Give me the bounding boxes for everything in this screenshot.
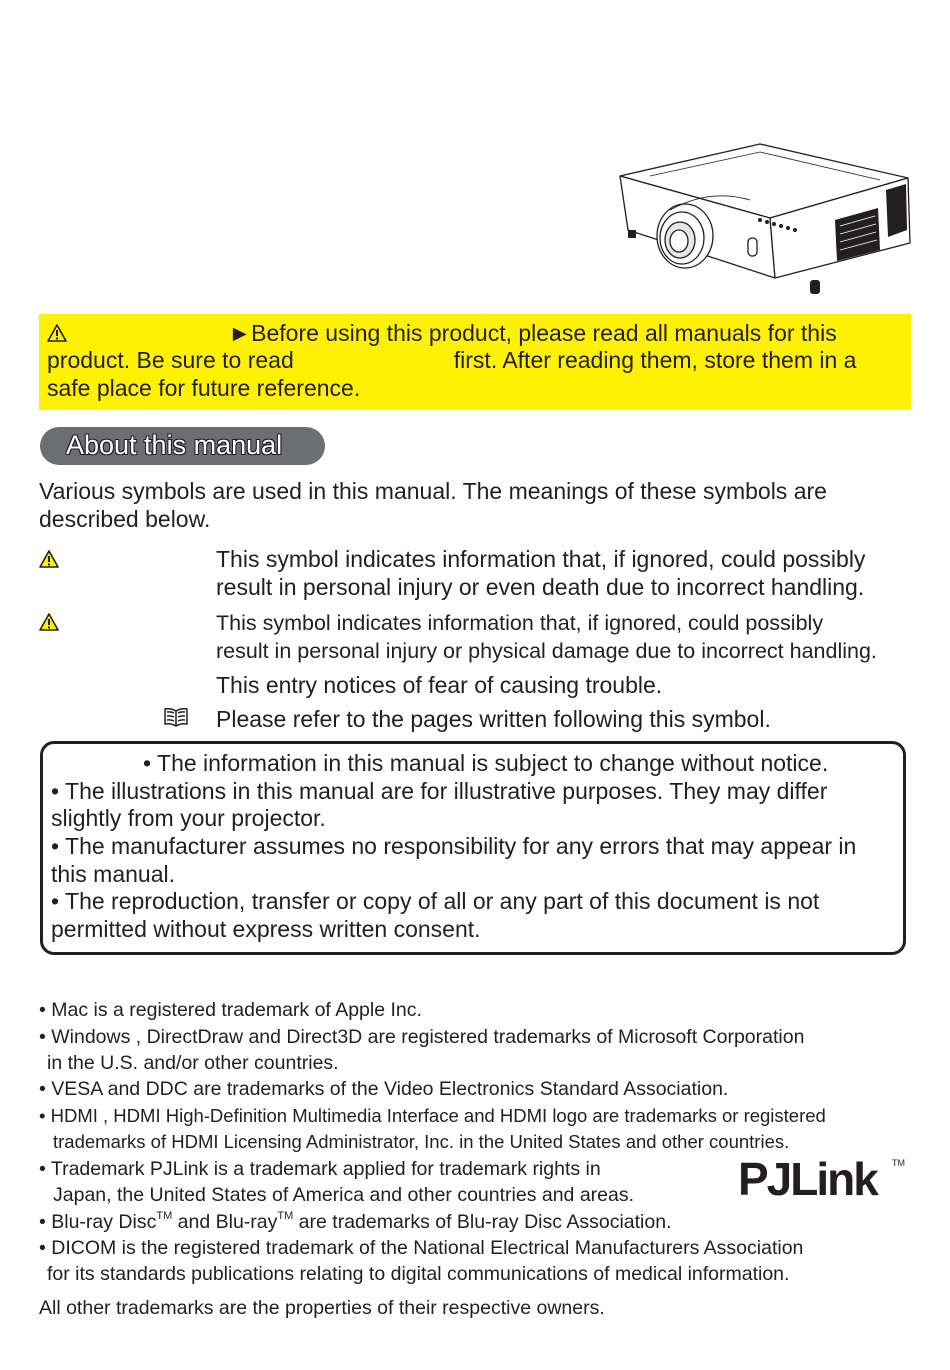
- note-line-3: slightly from your projector.: [51, 805, 326, 831]
- trademark-windows-1: • Windows , DirectDraw and Direct3D are registered trademarks of Microsoft Corporation: [39, 1026, 805, 1048]
- section-heading: [40, 427, 325, 465]
- trademark-dicom-1: • DICOM is the registered trademark of the National Electrical Manufacturers Association: [39, 1237, 804, 1259]
- warning-description-2: result in personal injury or even death due to incorrect handling.: [216, 574, 865, 600]
- trademark-hdmi-2: trademarks of HDMI Licensing Administrator, Inc. in the United States and other countries.: [53, 1131, 790, 1152]
- warning-line-2: product. Be sure to read first. After reading them, store them in a: [47, 347, 857, 373]
- reference-description: Please refer to the pages written following this symbol.: [216, 706, 771, 732]
- note-line-6: • The reproduction, transfer or copy of all or any part of this document is not: [51, 888, 820, 914]
- warning-banner: [39, 314, 911, 410]
- trademark-windows-2: in the U.S. and/or other countries.: [47, 1052, 339, 1074]
- warning-triangle-icon: [47, 324, 67, 342]
- notes-box: [40, 741, 906, 955]
- note-line-1: • The information in this manual is subject to change without notice.: [143, 750, 829, 776]
- warning-description-1: This symbol indicates information that, if ignored, could possibly: [216, 546, 866, 572]
- trademark-vesa: • VESA and DDC are trademarks of the Video Electronics Standard Association.: [39, 1078, 729, 1100]
- trademark-dicom-2: for its standards publications relating to digital communications of medical information.: [47, 1263, 790, 1285]
- caution-triangle-icon: [39, 613, 59, 631]
- intro-line-1: Various symbols are used in this manual. The meanings of these symbols are: [39, 478, 827, 504]
- trademark-pjlink-1: • Trademark PJLink is a trademark applied for trademark rights in: [39, 1158, 601, 1180]
- trademark-hdmi-1: • HDMI , HDMI High-Definition Multimedia Interface and HDMI logo are trademarks or registered: [39, 1105, 826, 1126]
- note-line-2: • The illustrations in this manual are for illustrative purposes. They may differ: [51, 778, 828, 804]
- intro-line-2: described below.: [39, 506, 211, 532]
- caution-description-2: result in personal injury or physical damage due to incorrect handling.: [216, 639, 877, 663]
- warning-triangle-icon: [39, 550, 59, 568]
- projector-illustration: [610, 138, 915, 303]
- pjlink-logo: PJLink TM: [738, 1153, 905, 1205]
- note-line-5: this manual.: [51, 861, 176, 887]
- caution-description-1: This symbol indicates information that, if ignored, could possibly: [216, 611, 824, 635]
- trademark-mac: • Mac is a registered trademark of Apple Inc.: [39, 999, 422, 1021]
- warning-line-1: ►Before using this product, please read all manuals for this: [47, 320, 837, 347]
- open-book-icon: [163, 707, 189, 727]
- trademark-others: All other trademarks are the properties of their respective owners.: [39, 1297, 605, 1319]
- note-line-4: • The manufacturer assumes no responsibility for any errors that may appear in: [51, 833, 857, 859]
- trademark-pjlink-2: Japan, the United States of America and other countries and areas.: [53, 1184, 635, 1206]
- warning-line-3: safe place for future reference.: [47, 375, 361, 401]
- section-heading-label: About this manual: [66, 430, 283, 460]
- notice-description: This entry notices of fear of causing trouble.: [216, 672, 663, 698]
- trademark-bluray: • Blu-ray Disc™ and Blu-ray™ are trademarks of Blu-ray Disc Association.: [39, 1210, 672, 1233]
- note-line-7: permitted without express written consent.: [51, 916, 481, 942]
